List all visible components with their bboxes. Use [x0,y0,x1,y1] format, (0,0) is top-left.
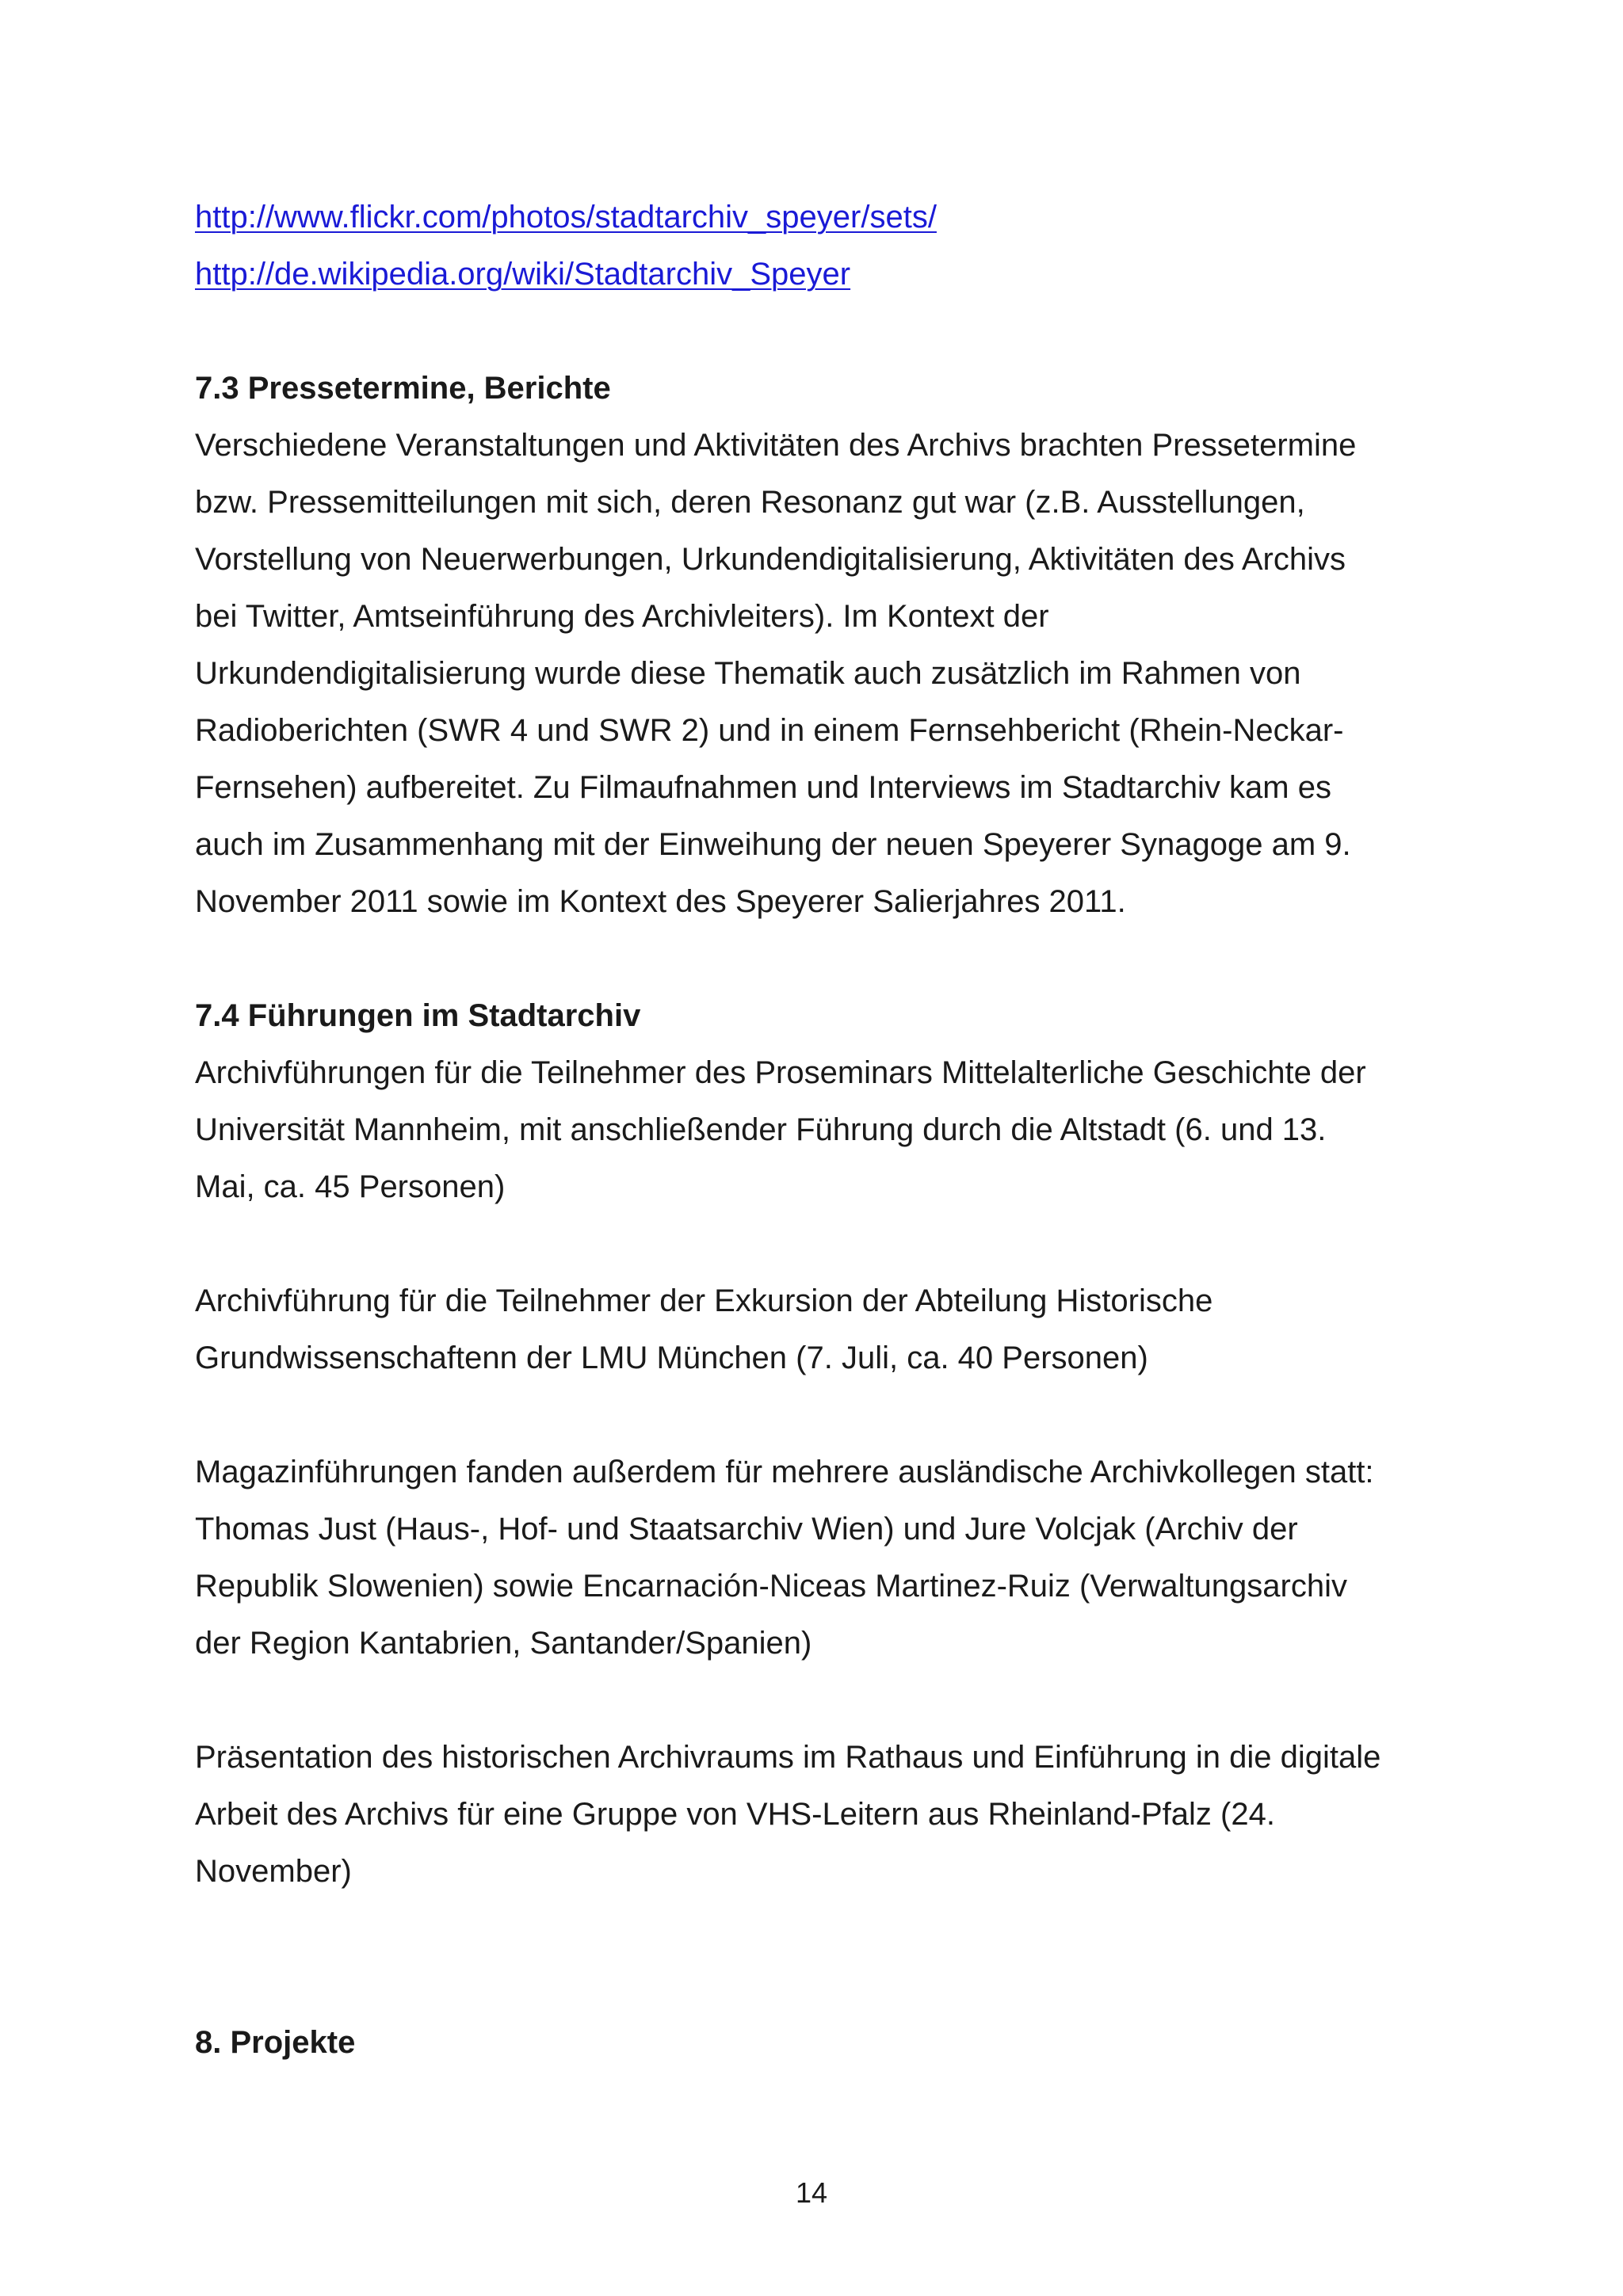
section-7-4-paragraph-3 [195,1444,1447,1672]
spacer [195,1672,1447,1729]
text-line: Republik Slowenien) sowie Encarnación-Niceas Martinez-Ruiz (Verwaltungsarchiv [195,1569,1347,1604]
text-line: bzw. Pressemitteilungen mit sich, deren Resonanz gut war (z.B. Ausstellungen, [195,485,1305,520]
text-line: November 2011 sowie im Kontext des Speyerer Salierjahres 2011. [195,884,1126,919]
spacer [195,930,1447,987]
text-line: Präsentation des historischen Archivraums im Rathaus und Einführung in die digitale [195,1740,1381,1775]
spacer [195,1386,1447,1444]
spacer [195,1900,1447,2014]
text-line: Archivführungen für die Teilnehmer des Proseminars Mittelalterliche Geschichte der [195,1055,1366,1090]
text-line: Archivführung für die Teilnehmer der Exkursion der Abteilung Historische [195,1283,1213,1318]
wikipedia-link[interactable]: http://de.wikipedia.org/wiki/Stadtarchiv_Speyer [195,257,851,292]
section-7-4-paragraph-4 [195,1729,1447,1900]
text-line: November) [195,1854,352,1889]
flickr-link[interactable]: http://www.flickr.com/photos/stadtarchiv_speyer/sets/ [195,200,937,235]
text-line: Radioberichten (SWR 4 und SWR 2) und in einem Fernsehbericht (Rhein-Neckar- [195,713,1344,748]
text-line: Verschiedene Veranstaltungen und Aktivitäten des Archivs brachten Pressetermine [195,428,1357,463]
page-content [195,189,1447,2071]
spacer [195,1215,1447,1272]
text-line: Fernsehen) aufbereitet. Zu Filmaufnahmen und Interviews im Stadtarchiv kam es [195,770,1331,805]
page-number: 14 [795,2176,828,2209]
section-heading-8: 8. Projekte [195,2025,356,2060]
section-7-3-paragraph [195,417,1447,930]
text-line: Vorstellung von Neuerwerbungen, Urkundendigitalisierung, Aktivitäten des Archivs [195,542,1346,577]
text-line: Urkundendigitalisierung wurde diese Thematik auch zusätzlich im Rahmen von [195,656,1301,691]
text-line: Magazinführungen fanden außerdem für mehrere ausländische Archivkollegen statt: [195,1455,1374,1489]
text-line: Grundwissenschaftenn der LMU München (7. Juli, ca. 40 Personen) [195,1341,1148,1375]
text-line: Mai, ca. 45 Personen) [195,1169,506,1204]
text-line: Thomas Just (Haus-, Hof- und Staatsarchiv Wien) und Jure Volcjak (Archiv der [195,1512,1298,1547]
spacer [195,303,1447,360]
text-line: der Region Kantabrien, Santander/Spanien) [195,1626,812,1661]
section-heading-7-4: 7.4 Führungen im Stadtarchiv [195,998,641,1033]
section-7-4-paragraph-2 [195,1272,1447,1386]
text-line: Universität Mannheim, mit anschließender Führung durch die Altstadt (6. und 13. [195,1112,1327,1147]
text-line: bei Twitter, Amtseinführung des Archivleiters). Im Kontext der [195,599,1049,634]
text-line: auch im Zusammenhang mit der Einweihung der neuen Speyerer Synagoge am 9. [195,827,1351,862]
text-line: Arbeit des Archivs für eine Gruppe von VHS-Leitern aus Rheinland-Pfalz (24. [195,1797,1275,1832]
section-7-4-paragraph-1 [195,1044,1447,1215]
section-heading-7-3: 7.3 Pressetermine, Berichte [195,371,611,406]
